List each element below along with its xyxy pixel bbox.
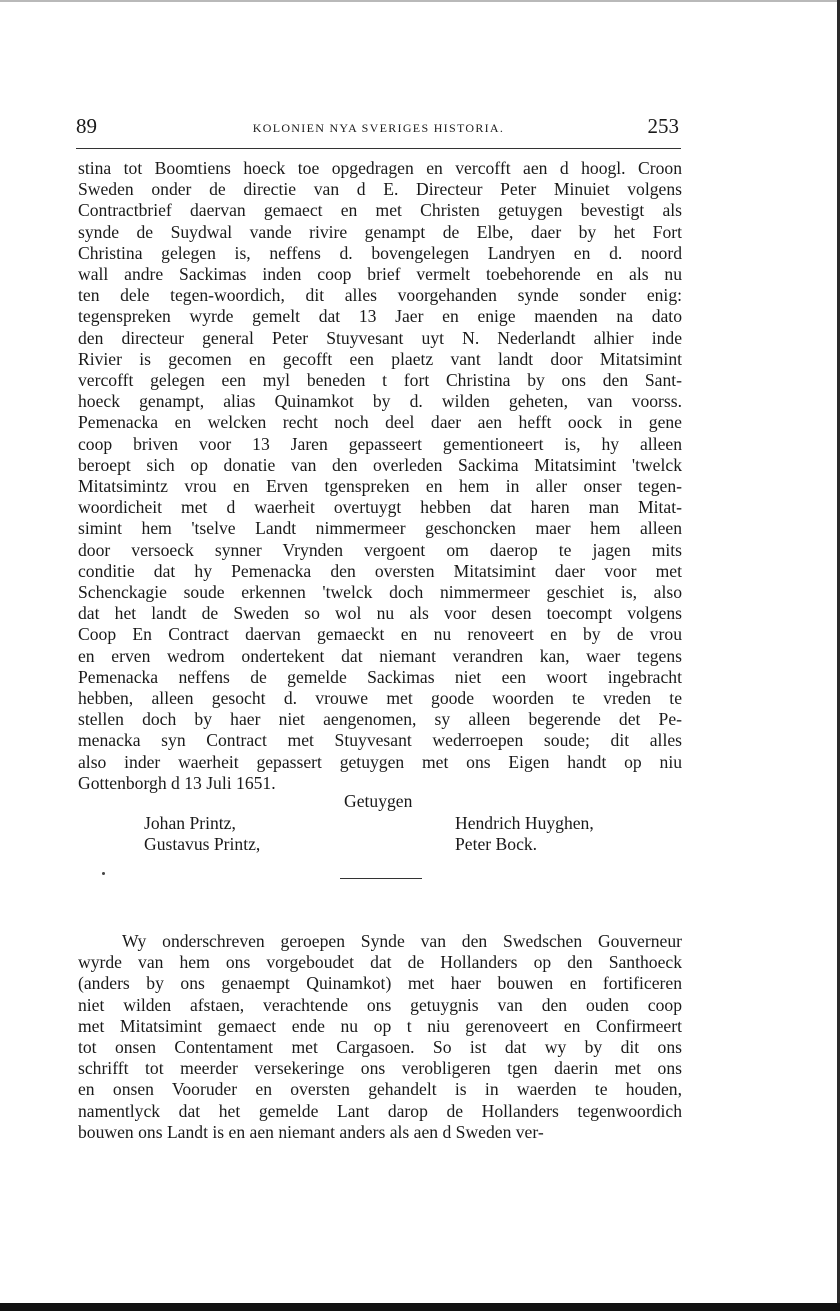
text-line: woordicheit met d waerheit overtuygt hebben dat haren man Mitat- xyxy=(78,497,682,518)
text-line: (anders by ons genaempt Quinamkot) met haer bouwen en fortificeren xyxy=(78,973,682,994)
text-line: menacka syn Contract met Stuyvesant wederroepen soude; dit alles xyxy=(78,730,682,751)
witnesses-heading: Getuygen xyxy=(344,791,413,811)
text-line: met Mitatsimint gemaect ende nu op t niu gerenoveert en Confirmeert xyxy=(78,1015,682,1036)
text-line: vercofft gelegen een myl beneden t fort Christina by ons den Sant- xyxy=(78,370,682,391)
text-line: stellen doch by haer niet aengenomen, sy alleen begerende det Pe- xyxy=(78,709,682,730)
page-number-left: 89 xyxy=(76,114,97,138)
text-line: synde de Suydwal vande rivire genampt de Elbe, daer by het Fort xyxy=(78,221,682,242)
text-line: tegenspreken wyrde gemelt dat 13 Jaer en enige maenden na dato xyxy=(78,306,682,327)
text-line: Contractbrief daervan gemaect en met Christen getuygen bevestigt als xyxy=(78,200,682,221)
text-line: Pemenacka en welcken recht noch deel daer aen hefft oock in gene xyxy=(78,412,682,433)
text-line: Schenckagie soude erkennen 'twelck doch nimmermeer geschiet is, also xyxy=(78,582,682,603)
text-line: schrifft tot meerder versekeringe ons verobligeren tgen daerin met ons xyxy=(78,1058,682,1079)
text-line: door versoeck synner Vrynden vergoent om daerop te jagen mits xyxy=(78,539,682,560)
text-line: stina tot Boomtiens hoeck toe opgedragen en vercofft aen d hoogl. Croon xyxy=(78,158,682,178)
witness-gustavus-printz: Gustavus Printz, xyxy=(144,834,261,854)
section-divider xyxy=(340,878,422,879)
text-line: ten dele tegen-woordich, dit alles voorgehanden synde sonder enig: xyxy=(78,285,682,306)
text-line: wyrde van hem ons vorgeboudet dat de Hollanders op den Santhoeck xyxy=(78,952,682,973)
text-line: Mitatsimintz vrou en Erven tgenspreken en hem in aller onser tegen- xyxy=(78,476,682,497)
running-title: KOLONIEN NYA SVERIGES HISTORIA. xyxy=(252,121,505,135)
text-line: Christina gelegen is, neffens d. bovengelegen Landryen en d. noord xyxy=(78,242,682,263)
text-line: conditie dat hy Pemenacka den oversten Mitatsimint daer voor met xyxy=(78,560,682,581)
paragraph-1 xyxy=(78,158,682,794)
text-line: hebben, alleen gesocht d. vrouwe met goode woorden te vreden te xyxy=(78,688,682,709)
text-line: Sweden onder de directie van d E. Directeur Peter Minuiet volgens xyxy=(78,179,682,200)
text-line: namentlyck dat het gemelde Lant darop de Hollanders tegenwoordich xyxy=(78,1100,682,1121)
text-line: also inder waerheit gepassert getuygen met ons Eigen handt op niu xyxy=(78,751,682,772)
text-line: wall andre Sackimas inden coop brief vermelt toebehorende en als nu xyxy=(78,264,682,285)
text-line: hoeck genampt, alias Quinamkot by d. wilden geheten, van voorss. xyxy=(78,391,682,412)
ink-speck xyxy=(102,872,105,875)
text-line: en onsen Vooruder en oversten gehandelt is in waerden te houden, xyxy=(78,1079,682,1100)
text-line: den directeur general Peter Stuyvesant uyt N. Nederlandt alhier inde xyxy=(78,327,682,348)
text-line: niet wilden afstaen, verachtende ons getuygnis van den ouden coop xyxy=(78,994,682,1015)
page-header xyxy=(76,114,681,149)
text-line: tot onsen Contentament met Cargasoen. So ist dat wy by dit ons xyxy=(78,1037,682,1058)
text-line: Pemenacka neffens de gemelde Sackimas niet een woort ingebracht xyxy=(78,666,682,687)
text-line: dat het landt de Sweden so wol nu als voor desen toecompt volgens xyxy=(78,603,682,624)
text-line: en erven wedrom ondertekent dat niemant verandren kan, waer tegens xyxy=(78,645,682,666)
text-line: Rivier is gecomen en gecofft een plaetz vant landt door Mitatsimint xyxy=(78,348,682,369)
page-number-right: 253 xyxy=(647,114,679,138)
scan-bottom-edge xyxy=(0,1303,840,1311)
text-line: Coop En Contract daervan gemaeckt en nu renoveert en by de vrou xyxy=(78,624,682,645)
text-line: coop briven voor 13 Jaren gepasseert gementioneert is, hy alleen xyxy=(78,433,682,454)
witness-hendrich-huyghen: Hendrich Huyghen, xyxy=(455,813,594,833)
text-line: simint hem 'tselve Landt nimmermeer geschoncken maer hem alleen xyxy=(78,518,682,539)
paragraph-2 xyxy=(78,931,682,1143)
text-line: bouwen ons Landt is en aen niemant anders als aen d Sweden ver- xyxy=(78,1121,544,1142)
text-line: Wy onderschreven geroepen Synde van den Swedschen Gouverneur xyxy=(122,931,682,951)
text-line: beroept sich op donatie van den overleden Sackima Mitatsimint 'twelck xyxy=(78,454,682,475)
scan-top-edge xyxy=(0,0,840,2)
text-line: Gottenborgh d 13 Juli 1651. xyxy=(78,772,276,793)
witness-johan-printz: Johan Printz, xyxy=(144,813,236,833)
witness-peter-bock: Peter Bock. xyxy=(455,834,538,854)
